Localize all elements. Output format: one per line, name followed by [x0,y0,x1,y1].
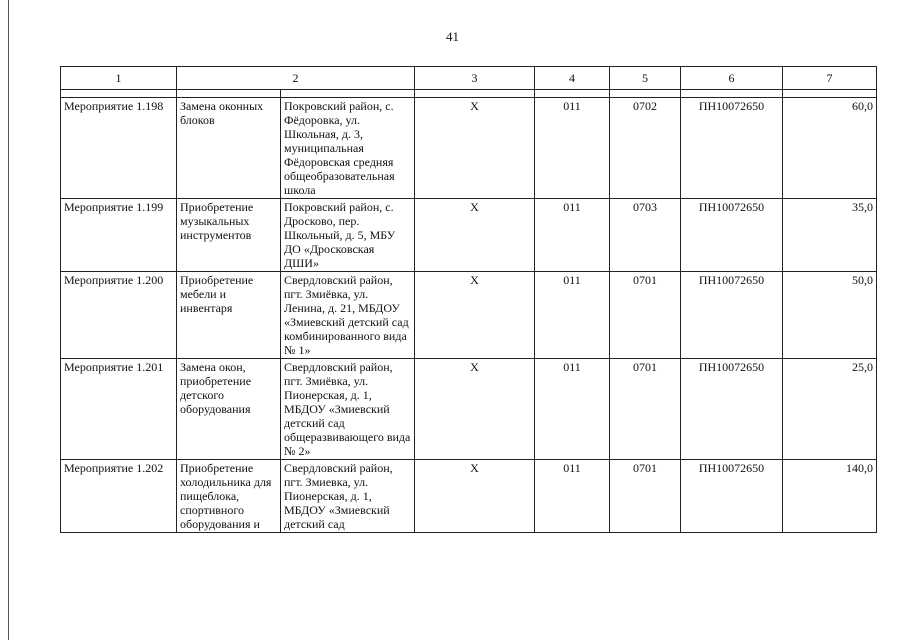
col5-cell: 0701 [610,359,681,460]
col6-cell: ПН10072650 [681,460,783,533]
col6-cell: ПН10072650 [681,199,783,272]
budget-table [60,66,877,533]
col3-cell: Х [415,98,535,199]
place-cell: Свердловский район, пгт. Змиёвка, ул. Ленина, д. 21, МБДОУ «Змиевский детский сад комбинированного вида № 1» [281,272,415,359]
page-number: 41 [446,29,459,44]
header-col-6: 6 [681,67,783,90]
table-row [61,460,877,533]
table-row [61,272,877,359]
event-cell: Мероприятие 1.200 [61,272,177,359]
col3-cell: Х [415,359,535,460]
col7-cell: 25,0 [783,359,877,460]
table-row [61,359,877,460]
place-cell: Свердловский район, пгт. Змиёвка, ул. Пионерская, д. 1, МБДОУ «Змиевский детский сад общеразвивающего вида № 2» [281,359,415,460]
header-col-7: 7 [783,67,877,90]
name-cell: Приобретение холодильника для пищеблока, спортивного оборудования и [177,460,281,533]
col5-cell: 0703 [610,199,681,272]
col4-cell: 011 [535,359,610,460]
event-cell: Мероприятие 1.201 [61,359,177,460]
col6-cell: ПН10072650 [681,359,783,460]
col3-cell: Х [415,460,535,533]
place-cell: Покровский район, с. Фёдоровка, ул. Школьная, д. 3, муниципальная Фёдоровская средняя общеобразовательная школа [281,98,415,199]
col5-cell: 0701 [610,272,681,359]
col4-cell: 011 [535,98,610,199]
col5-cell: 0702 [610,98,681,199]
col6-cell: ПН10072650 [681,98,783,199]
header-col-4: 4 [535,67,610,90]
event-cell: Мероприятие 1.202 [61,460,177,533]
col7-cell: 35,0 [783,199,877,272]
name-cell: Приобретение мебели и инвентаря [177,272,281,359]
name-cell: Замена окон, приобретение детского оборудования [177,359,281,460]
col7-cell: 50,0 [783,272,877,359]
col7-cell: 140,0 [783,460,877,533]
table-row [61,98,877,199]
event-cell: Мероприятие 1.199 [61,199,177,272]
header-col-1: 1 [61,67,177,90]
col5-cell: 0701 [610,460,681,533]
place-cell: Покровский район, с. Дросково, пер. Школьный, д. 5, МБУ ДО «Дросковская ДШИ» [281,199,415,272]
header-col-2: 2 [177,67,415,90]
col3-cell: Х [415,272,535,359]
col6-cell: ПН10072650 [681,272,783,359]
col3-cell: Х [415,199,535,272]
header-col-5: 5 [610,67,681,90]
page-edge-line [8,0,9,640]
place-cell: Свердловский район, пгт. Змиевка, ул. Пионерская, д. 1, МБДОУ «Змиевский детский сад [281,460,415,533]
col4-cell: 011 [535,460,610,533]
spacer-row [61,90,877,98]
col4-cell: 011 [535,272,610,359]
header-col-3: 3 [415,67,535,90]
col7-cell: 60,0 [783,98,877,199]
table-row [61,199,877,272]
header-row [61,67,877,90]
name-cell: Замена оконных блоков [177,98,281,199]
event-cell: Мероприятие 1.198 [61,98,177,199]
name-cell: Приобретение музыкальных инструментов [177,199,281,272]
col4-cell: 011 [535,199,610,272]
